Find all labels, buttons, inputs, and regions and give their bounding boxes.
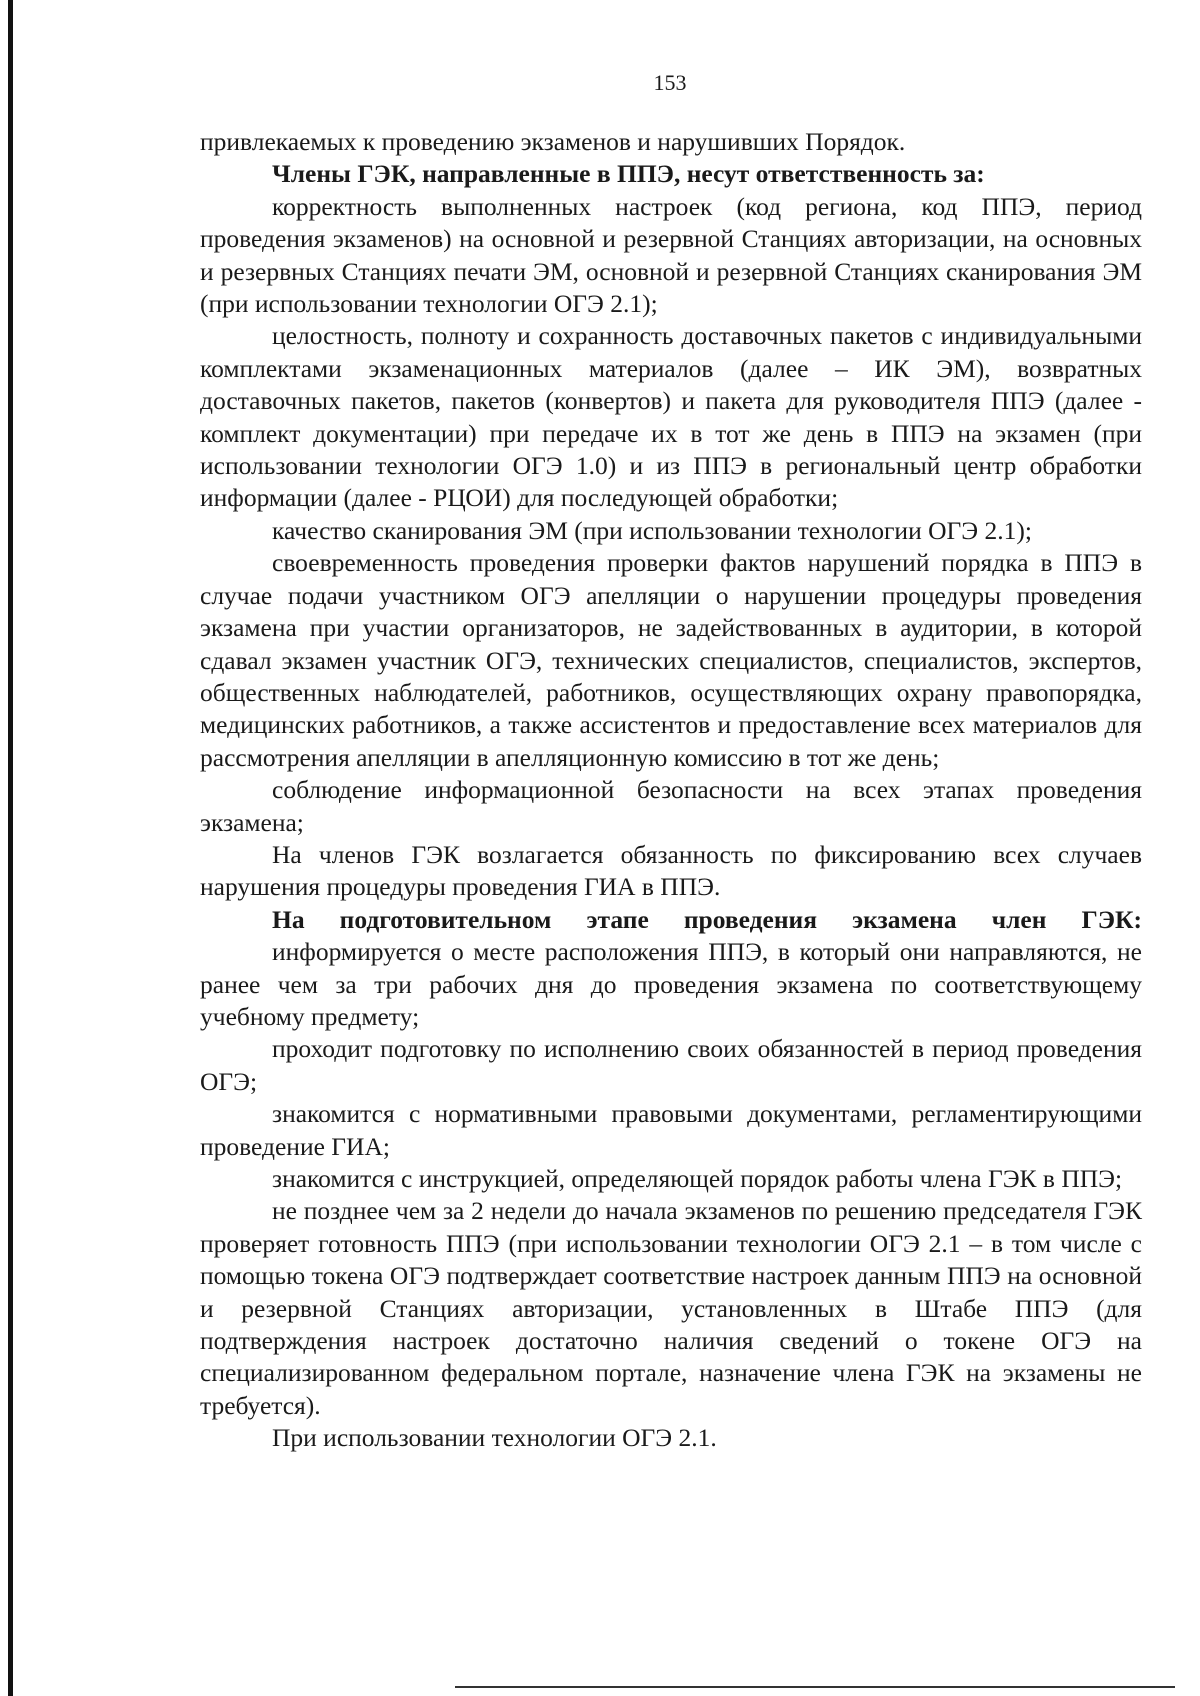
- paragraph-instruction: знакомится с инструкцией, определяющей порядок работы члена ГЭК в ППЭ;: [272, 1164, 1123, 1193]
- heading-responsibility: Члены ГЭК, направленные в ППЭ, несут ответственность за:: [272, 159, 985, 189]
- scan-edge-left: [8, 0, 13, 1696]
- paragraph-training: проходит подготовку по исполнению своих обязанностей в период проведения ОГЭ;: [200, 1034, 1142, 1096]
- paragraph-appeal-verification: своевременность проведения проверки фактов нарушений порядка в ППЭ в случае подачи участником ОГЭ апелляции о нарушении процедуры проведения экзамена при участии организаторов, не задействованных в аудитории, в которой сдавал экзамен участник ОГЭ, технических специалистов, специалистов, экспертов, общественных наблюдателей, работников, осуществляющих охрану правопорядка, медицинских работников, а также ассистентов и предоставление всех материалов для рассмотрения апелляции в апелляционную комиссию в тот же день;: [200, 548, 1142, 772]
- page-number: 153: [653, 70, 687, 95]
- paragraph-oge-technology: При использовании технологии ОГЭ 2.1.: [272, 1423, 717, 1453]
- paragraph-information-security: соблюдение информационной безопасности на всех этапах проведения экзамена;: [200, 775, 1142, 837]
- paragraph-scanning-quality: качество сканирования ЭМ (при использовании технологии ОГЭ 2.1);: [272, 515, 1032, 545]
- heading-preparatory-stage: На подготовительном этапе проведения экзамена член ГЭК:: [272, 904, 1142, 934]
- paragraph-location-informed: информируется о месте расположения ППЭ, в который они направляются, не ранее чем за три рабочих дня до проведения экзамена по соответствующему учебному предмету;: [200, 937, 1142, 1031]
- paragraph-settings-correctness: корректность выполненных настроек (код региона, код ППЭ, период проведения экзаменов) на основной и резервной Станциях авторизации, на основных и резервных Станциях печати ЭМ, основной и резервной Станциях сканирования ЭМ (при использовании технологии ОГЭ 2.1);: [200, 191, 1142, 319]
- paragraph-continuation: привлекаемых к проведению экзаменов и нарушивших Порядок.: [200, 127, 906, 156]
- paragraph-regulatory-documents: знакомится с нормативными правовыми документами, регламентирующими проведение ГИА;: [200, 1099, 1142, 1161]
- scan-edge-bottom: [455, 1686, 1175, 1688]
- paragraph-packages-integrity: целостность, полноту и сохранность доставочных пакетов с индивидуальными комплектами экзаменационных материалов (далее – ИК ЭМ), возвратных доставочных пакетов, пакетов (конвертов) и пакета для руководителя ППЭ (далее - комплект документации) при передаче их в тот же день в ППЭ на экзамен (при использовании технологии ОГЭ 1.0) и из ППЭ в региональный центр обработки информации (далее - РЦОИ) для последующей обработки;: [200, 321, 1142, 513]
- document-body: [200, 126, 1142, 1455]
- paragraph-readiness-check: не позднее чем за 2 недели до начала экзаменов по решению председателя ГЭК проверяет готовность ППЭ (при использовании технологии ОГЭ 2.1 – в том числе с помощью токена ОГЭ подтверждает соответствие настроек данным ППЭ на основной и резервной Станциях авторизации, установленных в Штабе ППЭ (для подтверждения настроек достаточно наличия сведений о токене ОГЭ на специализированном федеральном портале, назначение члена ГЭК на экзамены не требуется).: [200, 1196, 1142, 1420]
- paragraph-violation-recording: На членов ГЭК возлагается обязанность по фиксированию всех случаев нарушения процедуры проведения ГИА в ППЭ.: [200, 839, 1142, 902]
